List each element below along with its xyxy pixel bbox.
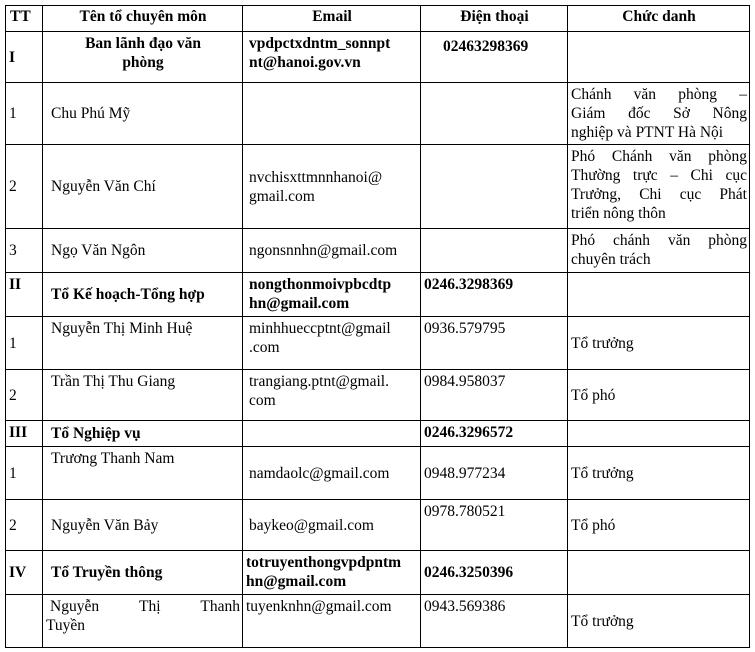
group-title (568, 32, 750, 83)
group-title (568, 551, 750, 595)
member-tt: 2 (6, 500, 43, 551)
member-email: ngonsnnhn@gmail.com (243, 229, 421, 273)
member-title (568, 83, 750, 145)
header-row (6, 6, 750, 32)
group-email-line: nt@hanoi.gov.vn (249, 54, 361, 71)
title-line: Chánh văn phòng – (571, 86, 747, 103)
group-phone: 0246.3298369 (421, 273, 568, 317)
group-name: Tổ Truyền thông (43, 551, 243, 595)
group-email-line: totruyenthongvpdpntm (246, 554, 402, 571)
member-tt: 1 (6, 83, 43, 145)
member-name: Nguyễn Văn Bảy (43, 500, 243, 551)
header-email: Email (243, 6, 421, 32)
member-email: namdaolc@gmail.com (243, 447, 421, 500)
member-row (6, 83, 750, 145)
member-row (6, 595, 750, 648)
group-email (243, 32, 421, 83)
member-tt: 1 (6, 447, 43, 500)
member-email-line: nvchisxttmnnhanoi@ (249, 168, 383, 186)
member-phone: 0936.579795 (421, 317, 568, 370)
member-email: baykeo@gmail.com (243, 500, 421, 551)
member-email-line: gmail.com (249, 187, 315, 205)
member-phone: 0984.958037 (421, 370, 568, 421)
member-title (568, 229, 750, 273)
member-email-line: .com (249, 339, 280, 356)
member-row (6, 500, 750, 551)
member-title: Tổ phó (568, 500, 750, 551)
member-phone: 0943.569386 (421, 595, 568, 648)
contact-table (5, 5, 750, 648)
member-title: Tổ phó (568, 370, 750, 421)
group-email-line: nongthonmoivpbcdtp (249, 276, 392, 293)
member-email-line: com (249, 392, 276, 409)
member-tt: 3 (6, 229, 43, 273)
title-line: Thường trực – Chi cục (571, 167, 747, 184)
member-title (568, 145, 750, 229)
group-phone: 02463298369 (421, 32, 568, 83)
group-email (243, 421, 421, 447)
member-title: Tổ trưởng (568, 317, 750, 370)
group-tt: I (6, 32, 43, 83)
group-email-line: hn@gmail.com (249, 295, 350, 312)
header-title: Chức danh (568, 6, 750, 32)
group-email-line: hn@gmail.com (246, 573, 347, 590)
title-line: chuyên trách (571, 251, 651, 268)
group-tt: IV (6, 551, 43, 595)
member-tt: 1 (6, 317, 43, 370)
member-email (243, 83, 421, 145)
header-tt: TT (6, 6, 43, 32)
member-title: Tổ trưởng (568, 595, 750, 648)
member-email-line: trangiang.ptnt@gmail. (249, 373, 389, 390)
member-name (43, 595, 243, 648)
member-tt: 2 (6, 370, 43, 421)
member-email (243, 370, 421, 421)
group-row-2 (6, 273, 750, 317)
member-name: Trương Thanh Nam (43, 447, 243, 500)
title-line: Giám đốc Sở Nông (571, 105, 747, 122)
header-phone: Điện thoại (421, 6, 568, 32)
member-tt: 2 (6, 145, 43, 229)
member-row (6, 447, 750, 500)
group-row-4 (6, 551, 750, 595)
group-email (243, 551, 421, 595)
member-phone (421, 145, 568, 229)
group-title (568, 273, 750, 317)
contact-table-document (5, 5, 749, 647)
group-name (43, 32, 243, 83)
group-row-1 (6, 32, 750, 83)
member-email: tuyenknhn@gmail.com (243, 595, 421, 648)
group-name-line: Ban lãnh đạo văn (85, 35, 201, 52)
group-name: Tổ Nghiệp vụ (43, 421, 243, 447)
group-name-line: phòng (122, 54, 164, 71)
member-name: Nguyễn Thị Minh Huệ (43, 317, 243, 370)
member-title: Tổ trưởng (568, 447, 750, 500)
header-team: Tên tổ chuyên môn (43, 6, 243, 32)
member-phone: 0948.977234 (421, 447, 568, 500)
title-line: nghiệp và PTNT Hà Nội (571, 124, 724, 141)
member-phone: 0978.780521 (421, 500, 568, 551)
member-name-line: Nguyễn Thị Thanh (50, 598, 240, 615)
title-line: triển nông thôn (571, 205, 666, 222)
group-title (568, 421, 750, 447)
group-name: Tổ Kế hoạch-Tổng hợp (43, 273, 243, 317)
member-name-line: Tuyền (46, 617, 86, 634)
group-tt: II (6, 273, 43, 317)
title-line: Phó Chánh văn phòng (571, 148, 747, 165)
group-tt: III (6, 421, 43, 447)
member-name: Nguyễn Văn Chí (43, 145, 243, 229)
member-name: Chu Phú Mỹ (43, 83, 243, 145)
member-row (6, 145, 750, 229)
group-email (243, 273, 421, 317)
title-line: Phó chánh văn phòng (571, 232, 747, 249)
group-phone: 0246.3250396 (421, 551, 568, 595)
member-email-line: minhhueccptnt@gmail (249, 320, 391, 337)
member-name: Trần Thị Thu Giang (43, 370, 243, 421)
title-line: Trưởng, Chi cục Phát (571, 186, 747, 203)
group-phone: 0246.3296572 (421, 421, 568, 447)
member-email (243, 145, 421, 229)
member-row (6, 229, 750, 273)
member-row (6, 317, 750, 370)
member-tt (6, 595, 43, 648)
member-email (243, 317, 421, 370)
group-email-line: vpdpctxdntm_sonnpt (249, 35, 391, 52)
group-row-3 (6, 421, 750, 447)
member-phone (421, 229, 568, 273)
member-row (6, 370, 750, 421)
member-name: Ngọ Văn Ngôn (43, 229, 243, 273)
member-phone (421, 83, 568, 145)
